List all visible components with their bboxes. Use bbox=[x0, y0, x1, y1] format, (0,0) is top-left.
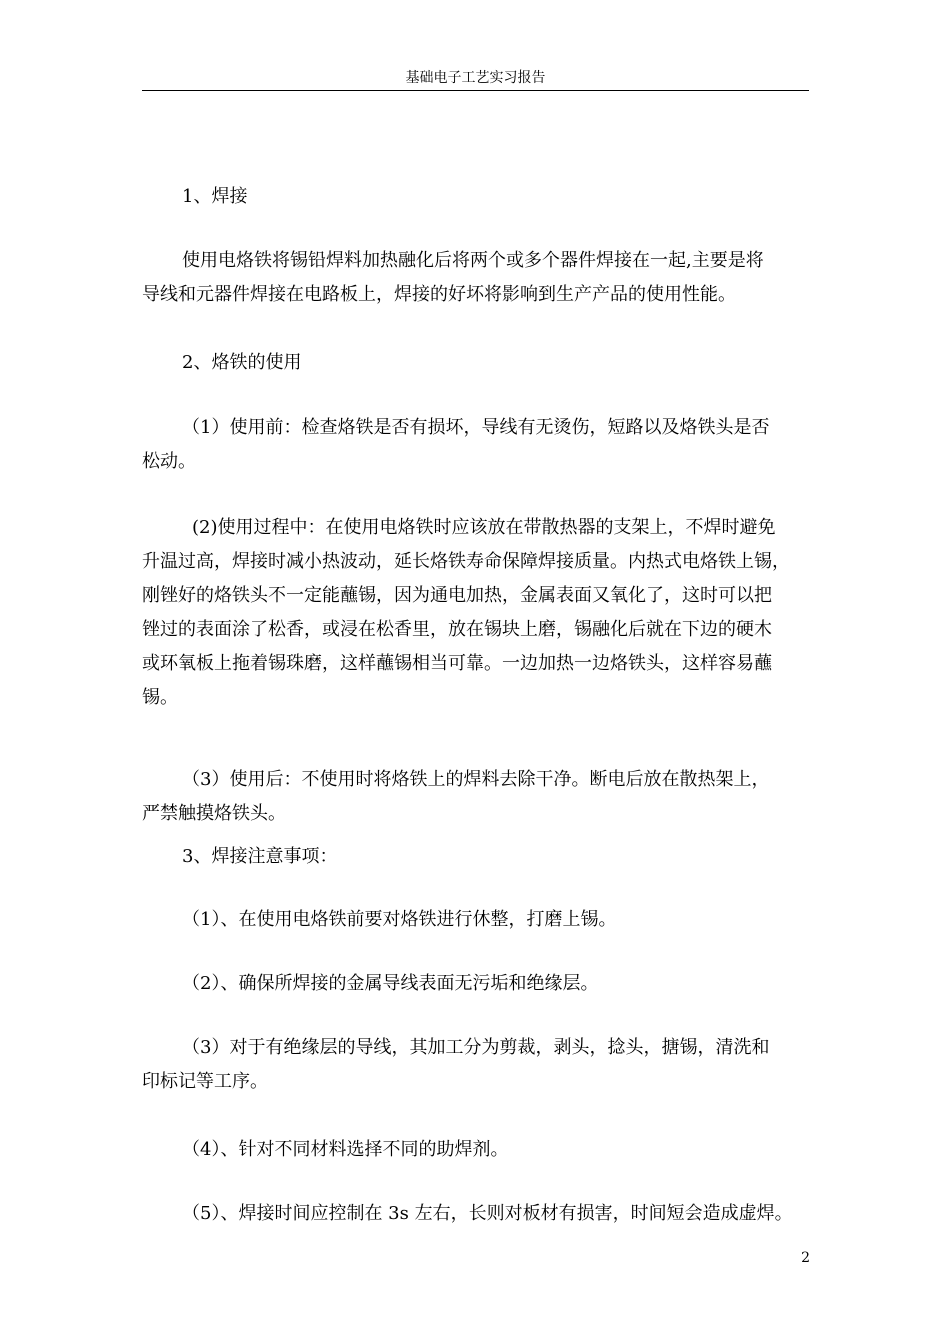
text-line: （4）、针对不同材料选择不同的助焊剂。 bbox=[182, 1139, 509, 1160]
precaution-item-1 bbox=[142, 903, 809, 937]
text-line: (2)使用过程中：在使用电烙铁时应该放在带散热器的支架上，不焊时避免 bbox=[192, 517, 776, 538]
text-line: 锉过的表面涂了松香，或浸在松香里，放在锡块上磨，锡融化后就在下边的硬木 bbox=[142, 619, 772, 640]
text-line: 锡。 bbox=[142, 687, 178, 708]
section-heading-precautions bbox=[142, 840, 809, 874]
section-heading-iron-usage bbox=[142, 346, 809, 380]
text-line: 印标记等工序。 bbox=[142, 1071, 268, 1092]
text-line: 或环氧板上拖着锡珠磨，这样蘸锡相当可靠。一边加热一边烙铁头，这样容易蘸 bbox=[142, 653, 772, 674]
paragraph-before-use bbox=[142, 411, 809, 479]
section-heading-welding bbox=[142, 180, 809, 214]
text-line: 严禁触摸烙铁头。 bbox=[142, 803, 286, 824]
precaution-item-2 bbox=[142, 967, 809, 1001]
text-line: 1、焊接 bbox=[182, 186, 248, 207]
paragraph-during-use bbox=[142, 511, 809, 715]
text-line: （1）使用前：检查烙铁是否有损坏，导线有无烫伤，短路以及烙铁头是否 bbox=[182, 417, 770, 438]
text-line: 升温过高，焊接时减小热波动，延长烙铁寿命保障焊接质量。内热式电烙铁上锡， bbox=[142, 551, 790, 572]
header-title: 基础电子工艺实习报告 bbox=[405, 70, 546, 86]
text-line: 2、烙铁的使用 bbox=[182, 352, 302, 373]
page-number: 2 bbox=[801, 1250, 810, 1266]
paragraph-after-use bbox=[142, 763, 809, 831]
text-line: 3、焊接注意事项： bbox=[182, 846, 338, 867]
text-line: （2）、确保所焊接的金属导线表面无污垢和绝缘层。 bbox=[182, 973, 599, 994]
text-line: （5）、焊接时间应控制在 3s 左右，长则对板材有损害，时间短会造成虚焊。 bbox=[182, 1203, 793, 1224]
text-line: （3）使用后：不使用时将烙铁上的焊料去除干净。断电后放在散热架上， bbox=[182, 769, 770, 790]
text-line: （3）对于有绝缘层的导线，其加工分为剪裁，剥头，捻头，搪锡，清洗和 bbox=[182, 1037, 770, 1058]
text-line: 松动。 bbox=[142, 451, 196, 472]
paragraph-welding-desc bbox=[142, 244, 809, 312]
text-line: 刚锉好的烙铁头不一定能蘸锡，因为通电加热，金属表面又氧化了，这时可以把 bbox=[142, 585, 772, 606]
precaution-item-3 bbox=[142, 1031, 809, 1099]
text-line: 使用电烙铁将锡铅焊料加热融化后将两个或多个器件焊接在一起,主要是将 bbox=[182, 250, 764, 271]
text-line: 导线和元器件焊接在电路板上，焊接的好坏将影响到生产产品的使用性能。 bbox=[142, 284, 736, 305]
precaution-item-5 bbox=[142, 1197, 809, 1231]
running-header bbox=[142, 70, 809, 91]
text-line: （1）、在使用电烙铁前要对烙铁进行休整，打磨上锡。 bbox=[182, 909, 617, 930]
precaution-item-4 bbox=[142, 1133, 809, 1167]
